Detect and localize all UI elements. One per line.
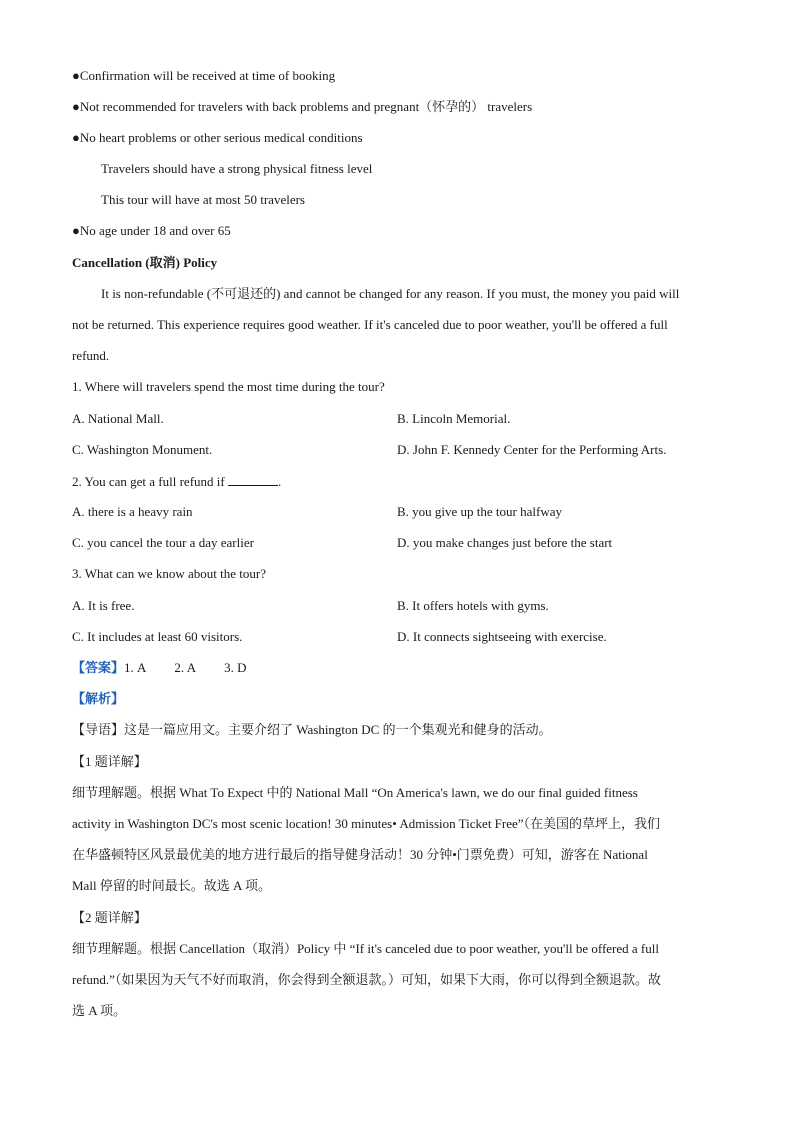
question-2-option-d: D. you make changes just before the start: [397, 535, 613, 550]
guide-text: 这是一篇应用文。主要介绍了 Washington DC 的一个集观光和健身的活动。: [124, 722, 552, 737]
question-1-option-a: A. National Mall.: [72, 411, 164, 426]
sub-max-travelers: This tour will have at most 50 travelers: [101, 192, 305, 207]
question-1-stem: 1. Where will travelers spend the most time during the tour?: [72, 379, 385, 394]
question-2-stem: [72, 473, 281, 490]
answer-1: 1. A: [124, 660, 147, 675]
question-1-option-d: D. John F. Kennedy Center for the Performing Arts.: [397, 442, 667, 457]
question-3-option-d: D. It connects sightseeing with exercise.: [397, 629, 607, 644]
q1-detail-line-4: Mall 停留的时间最长。故选 A 项。: [72, 878, 271, 893]
bullet-heart-problems: ●No heart problems or other serious medical conditions: [72, 130, 363, 145]
answer-3: 3. D: [224, 660, 247, 675]
answer-blank: [228, 473, 278, 486]
answer-line: [72, 660, 246, 676]
question-3-option-b: B. It offers hotels with gyms.: [397, 598, 549, 613]
q1-detail-line-1: 细节理解题。根据 What To Expect 中的 National Mall “On America's lawn, we do our final guided fitness: [72, 785, 638, 800]
guide-label: 【导语】: [72, 722, 125, 737]
guide-line: [72, 722, 552, 738]
cancellation-line-3: refund.: [72, 348, 110, 363]
q2-detail-line-3: 选 A 项。: [72, 1003, 127, 1018]
question-3-option-a: A. It is free.: [72, 598, 135, 613]
bullet-confirmation: ●Confirmation will be received at time of booking: [72, 68, 336, 83]
question-1-option-b: B. Lincoln Memorial.: [397, 411, 511, 426]
question-3-stem: 3. What can we know about the tour?: [72, 566, 266, 581]
question-2-stem-text: 2. You can get a full refund if: [72, 474, 225, 489]
q2-detail-line-1: 细节理解题。根据 Cancellation（取消）Policy 中 “If it's canceled due to poor weather, you'll be offered a full: [72, 941, 659, 956]
question-2-option-c: C. you cancel the tour a day earlier: [72, 535, 254, 550]
answer-2: 2. A: [174, 660, 197, 675]
question-3-option-c: C. It includes at least 60 visitors.: [72, 629, 243, 644]
q1-detail-label: 【1 题详解】: [72, 754, 147, 769]
q1-detail-line-2: activity in Washington DC's most scenic location! 30 minutes• Admission Ticket Free”（在美国的草坪上，我们: [72, 816, 661, 831]
cancellation-line-2: not be returned. This experience requires good weather. If it's canceled due to poor weather, you'll be offered a full: [72, 317, 668, 332]
q1-detail-line-3: 在华盛顿特区风景最优美的地方进行最后的指导健身活动！30 分钟•门票免费）可知，游客在 National: [72, 847, 648, 862]
question-2-option-a: A. there is a heavy rain: [72, 504, 193, 519]
question-2-option-b: B. you give up the tour halfway: [397, 504, 562, 519]
analysis-label: 【解析】: [72, 691, 125, 706]
cancellation-heading: Cancellation (取消) Policy: [72, 255, 218, 270]
bullet-not-recommended: ●Not recommended for travelers with back problems and pregnant（怀孕的） travelers: [72, 99, 533, 114]
q2-detail-label: 【2 题详解】: [72, 910, 147, 925]
sub-fitness-level: Travelers should have a strong physical fitness level: [101, 161, 373, 176]
q2-detail-line-2: refund.”（如果因为天气不好而取消，你会得到全额退款。）可知，如果下大雨，你可以得到全额退款。故: [72, 972, 661, 987]
answer-label: 【答案】: [72, 660, 125, 675]
bullet-age-limit: ●No age under 18 and over 65: [72, 223, 231, 238]
cancellation-line-1: It is non-refundable (不可退还的) and cannot be changed for any reason. If you must, the money you paid will: [101, 286, 680, 301]
question-2-stem-end: .: [277, 474, 282, 489]
question-1-option-c: C. Washington Monument.: [72, 442, 213, 457]
